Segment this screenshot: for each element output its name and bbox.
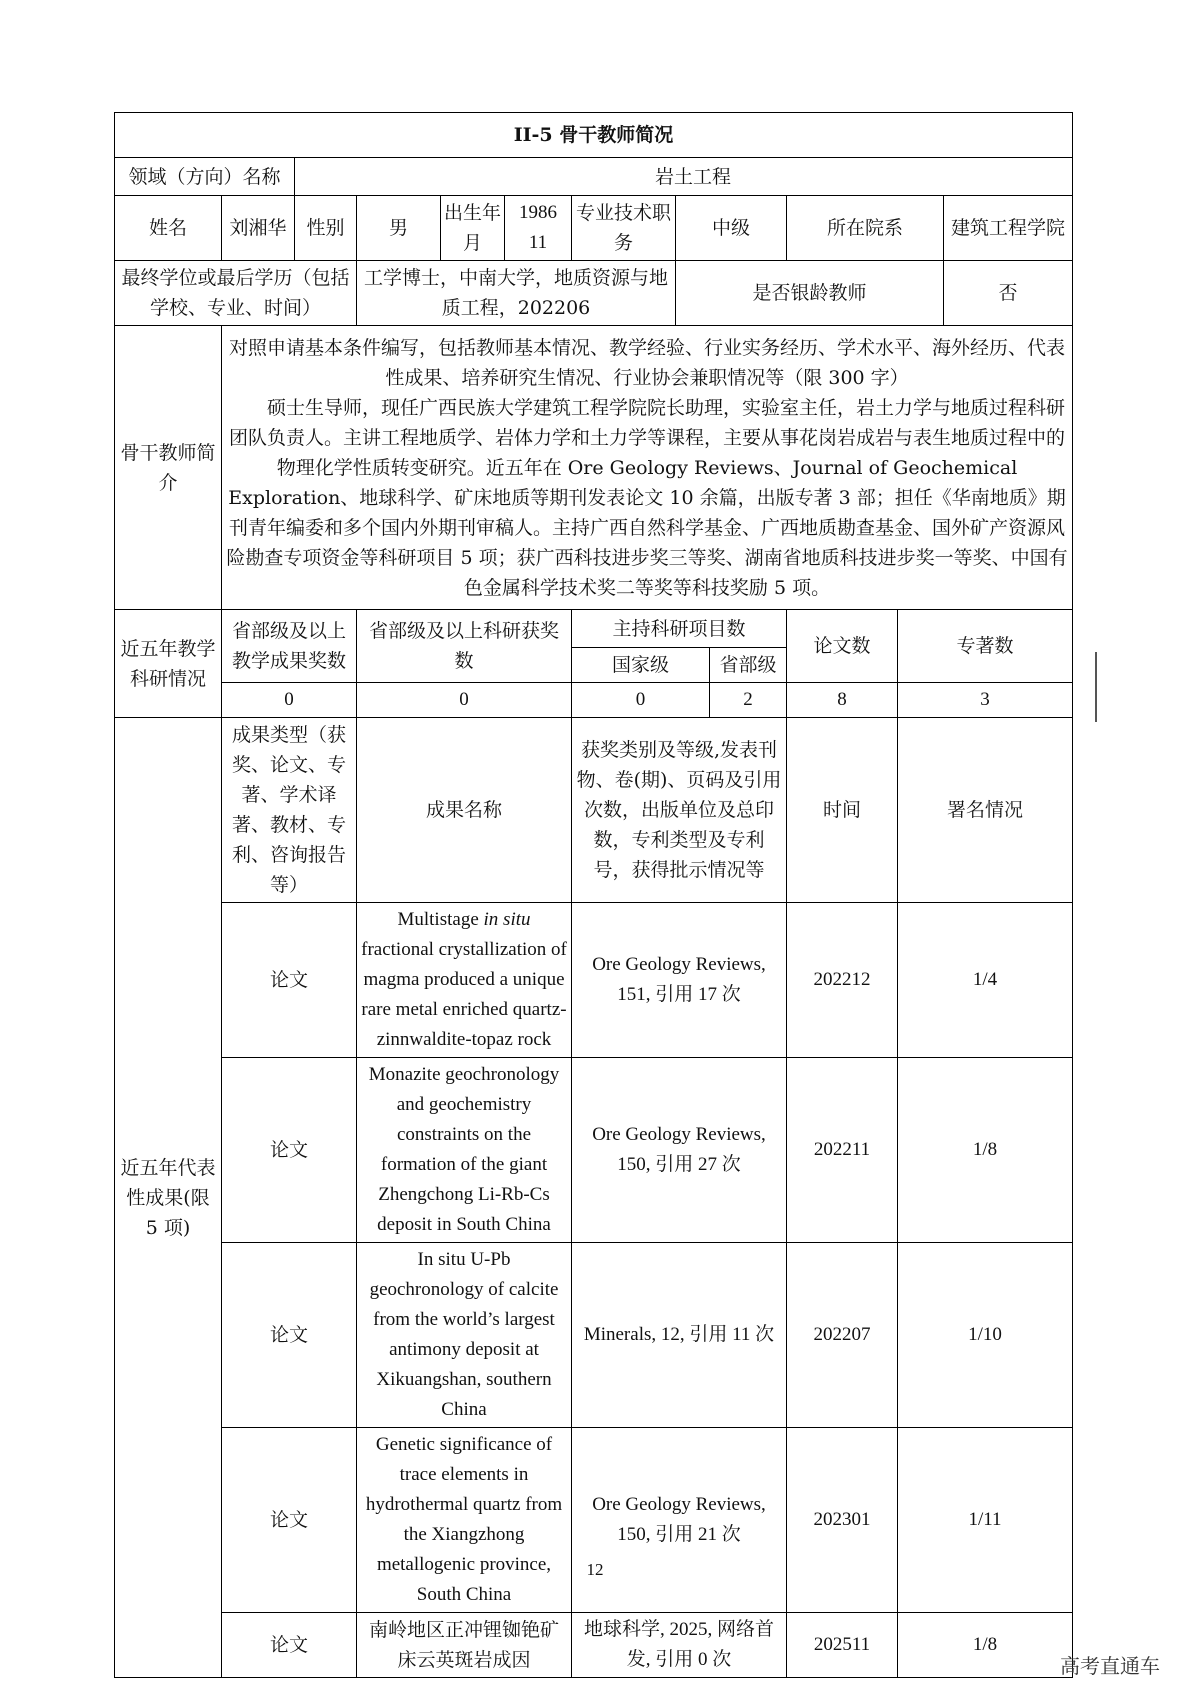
- provincial-label: 省部级: [710, 648, 787, 683]
- achievements-label: 近五年代表性成果(限 5 项): [115, 718, 222, 1678]
- degree-label: 最终学位或最后学历（包括学校、专业、时间）: [115, 261, 357, 326]
- achievement-detail: Ore Geology Reviews, 150, 引用 21 次: [572, 1428, 787, 1613]
- watermark: 高考直通车: [1060, 1654, 1160, 1678]
- provincial-count: 2: [710, 683, 787, 718]
- achievement-sign: 1/10: [898, 1243, 1073, 1428]
- intro-instruction: 对照申请基本条件编写，包括教师基本情况、教学经验、行业实务经历、学术水平、海外经历、代表性成果、培养研究生情况、行业协会兼职情况等（限 300 字）: [228, 336, 1065, 389]
- stats-label: 近五年教学科研情况: [115, 610, 222, 718]
- achievement-sign: 1/11: [898, 1428, 1073, 1613]
- col-type-header: 成果类型（获奖、论文、专著、学术译著、教材、专利、咨询报告等）: [222, 718, 357, 903]
- research-award-label: 省部级及以上科研获奖数: [357, 610, 572, 683]
- achievement-sign: 1/8: [898, 1058, 1073, 1243]
- books-count: 3: [898, 683, 1073, 718]
- name-label: 姓名: [115, 196, 222, 261]
- achievement-name: In situ U-Pb geochronology of calcite from the world’s largest antimony deposit at Xikuangshan, southern China: [357, 1243, 572, 1428]
- achievement-type: 论文: [222, 903, 357, 1058]
- intro-label: 骨干教师简介: [115, 326, 222, 610]
- achievement-time: 202511: [787, 1613, 898, 1678]
- achievement-time: 202211: [787, 1058, 898, 1243]
- teacher-profile-table: [114, 112, 1073, 1678]
- research-award-count: 0: [357, 683, 572, 718]
- title-value: 中级: [676, 196, 787, 261]
- silver-value: 否: [944, 261, 1073, 326]
- dept-label: 所在院系: [787, 196, 944, 261]
- projects-label: 主持科研项目数: [572, 610, 787, 648]
- achievement-type: 论文: [222, 1243, 357, 1428]
- gender-label: 性别: [295, 196, 357, 261]
- achievement-time: 202212: [787, 903, 898, 1058]
- achievement-detail: Ore Geology Reviews, 150, 引用 27 次: [572, 1058, 787, 1243]
- teaching-award-label: 省部级及以上教学成果奖数: [222, 610, 357, 683]
- achievement-sign: 1/4: [898, 903, 1073, 1058]
- col-time-header: 时间: [787, 718, 898, 903]
- achievement-time: 202207: [787, 1243, 898, 1428]
- field-value: 岩土工程: [295, 158, 1073, 196]
- teaching-award-count: 0: [222, 683, 357, 718]
- achievement-row: [115, 903, 1073, 1058]
- achievement-name: Genetic significance of trace elements in hydrothermal quartz from the Xiangzhong metallogenic province, South China: [357, 1428, 572, 1613]
- birth-label: 出生年月: [441, 196, 505, 261]
- silver-label: 是否银龄教师: [676, 261, 944, 326]
- achievement-name: 南岭地区正冲锂铷铯矿床云英斑岩成因: [357, 1613, 572, 1678]
- achievement-name: Monazite geochronology and geochemistry constraints on the formation of the giant Zhengchong Li-Rb-Cs deposit in South China: [357, 1058, 572, 1243]
- degree-value: 工学博士，中南大学，地质资源与地质工程，202206: [357, 261, 676, 326]
- achievement-time: 202301: [787, 1428, 898, 1613]
- col-name-header: 成果名称: [357, 718, 572, 903]
- achievement-row: [115, 1428, 1073, 1613]
- achievement-row: [115, 1058, 1073, 1243]
- gender-value: 男: [357, 196, 441, 261]
- birth-value: 1986 11: [505, 196, 572, 261]
- title-label: 专业技术职 务: [572, 196, 676, 261]
- achievement-detail: Minerals, 12, 引用 11 次: [572, 1243, 787, 1428]
- intro-text: 硕士生导师，现任广西民族大学建筑工程学院院长助理，实验室主任，岩土力学与地质过程科研团队负责人。主讲工程地质学、岩体力学和土力学等课程，主要从事花岗岩成岩与表生地质过程中的物理化学性质转变研究。近五年在 Ore Geology Reviews、Journal of Geochemical Exploration、地球科学、矿床地质等期刊发表论文 10 余篇，出版专著 3 部；担任《华南地质》期刊青年编委和多个国内外期刊审稿人。主持广西自然科学基金、广西地质勘查基金、国外矿产资源风险勘查专项资金等科研项目 5 项；获广西科技进步奖三等奖、湖南省地质科技进步奖一等奖、中国有色金属科学技术奖二等奖等科技奖励 5 项。: [226, 396, 1068, 599]
- achievement-type: 论文: [222, 1058, 357, 1243]
- achievement-detail: 地球科学, 2025, 网络首发, 引用 0 次: [572, 1613, 787, 1678]
- scrollbar-mark: [1095, 652, 1097, 722]
- papers-label: 论文数: [787, 610, 898, 683]
- col-detail-header: 获奖类别及等级,发表刊物、卷(期)、页码及引用次数，出版单位及总印数，专利类型及专利号，获得批示情况等: [572, 718, 787, 903]
- section-title: II-5 骨干教师简况: [115, 113, 1073, 158]
- achievement-type: 论文: [222, 1428, 357, 1613]
- papers-count: 8: [787, 683, 898, 718]
- national-label: 国家级: [572, 648, 710, 683]
- achievement-row: [115, 1243, 1073, 1428]
- col-sign-header: 署名情况: [898, 718, 1073, 903]
- national-count: 0: [572, 683, 710, 718]
- dept-value: 建筑工程学院: [944, 196, 1073, 261]
- name-value: 刘湘华: [222, 196, 295, 261]
- achievement-name: Multistage in situ fractional crystallization of magma produced a unique rare metal enriched quartz-zinnwaldite-topaz rock: [357, 903, 572, 1058]
- achievement-detail: Ore Geology Reviews, 151, 引用 17 次: [572, 903, 787, 1058]
- achievement-type: 论文: [222, 1613, 357, 1678]
- page-number: 12: [586, 1560, 604, 1579]
- achievement-sign: 1/8: [898, 1613, 1073, 1678]
- achievement-row: [115, 1613, 1073, 1678]
- field-label: 领域（方向）名称: [115, 158, 295, 196]
- books-label: 专著数: [898, 610, 1073, 683]
- intro-cell: [222, 326, 1073, 610]
